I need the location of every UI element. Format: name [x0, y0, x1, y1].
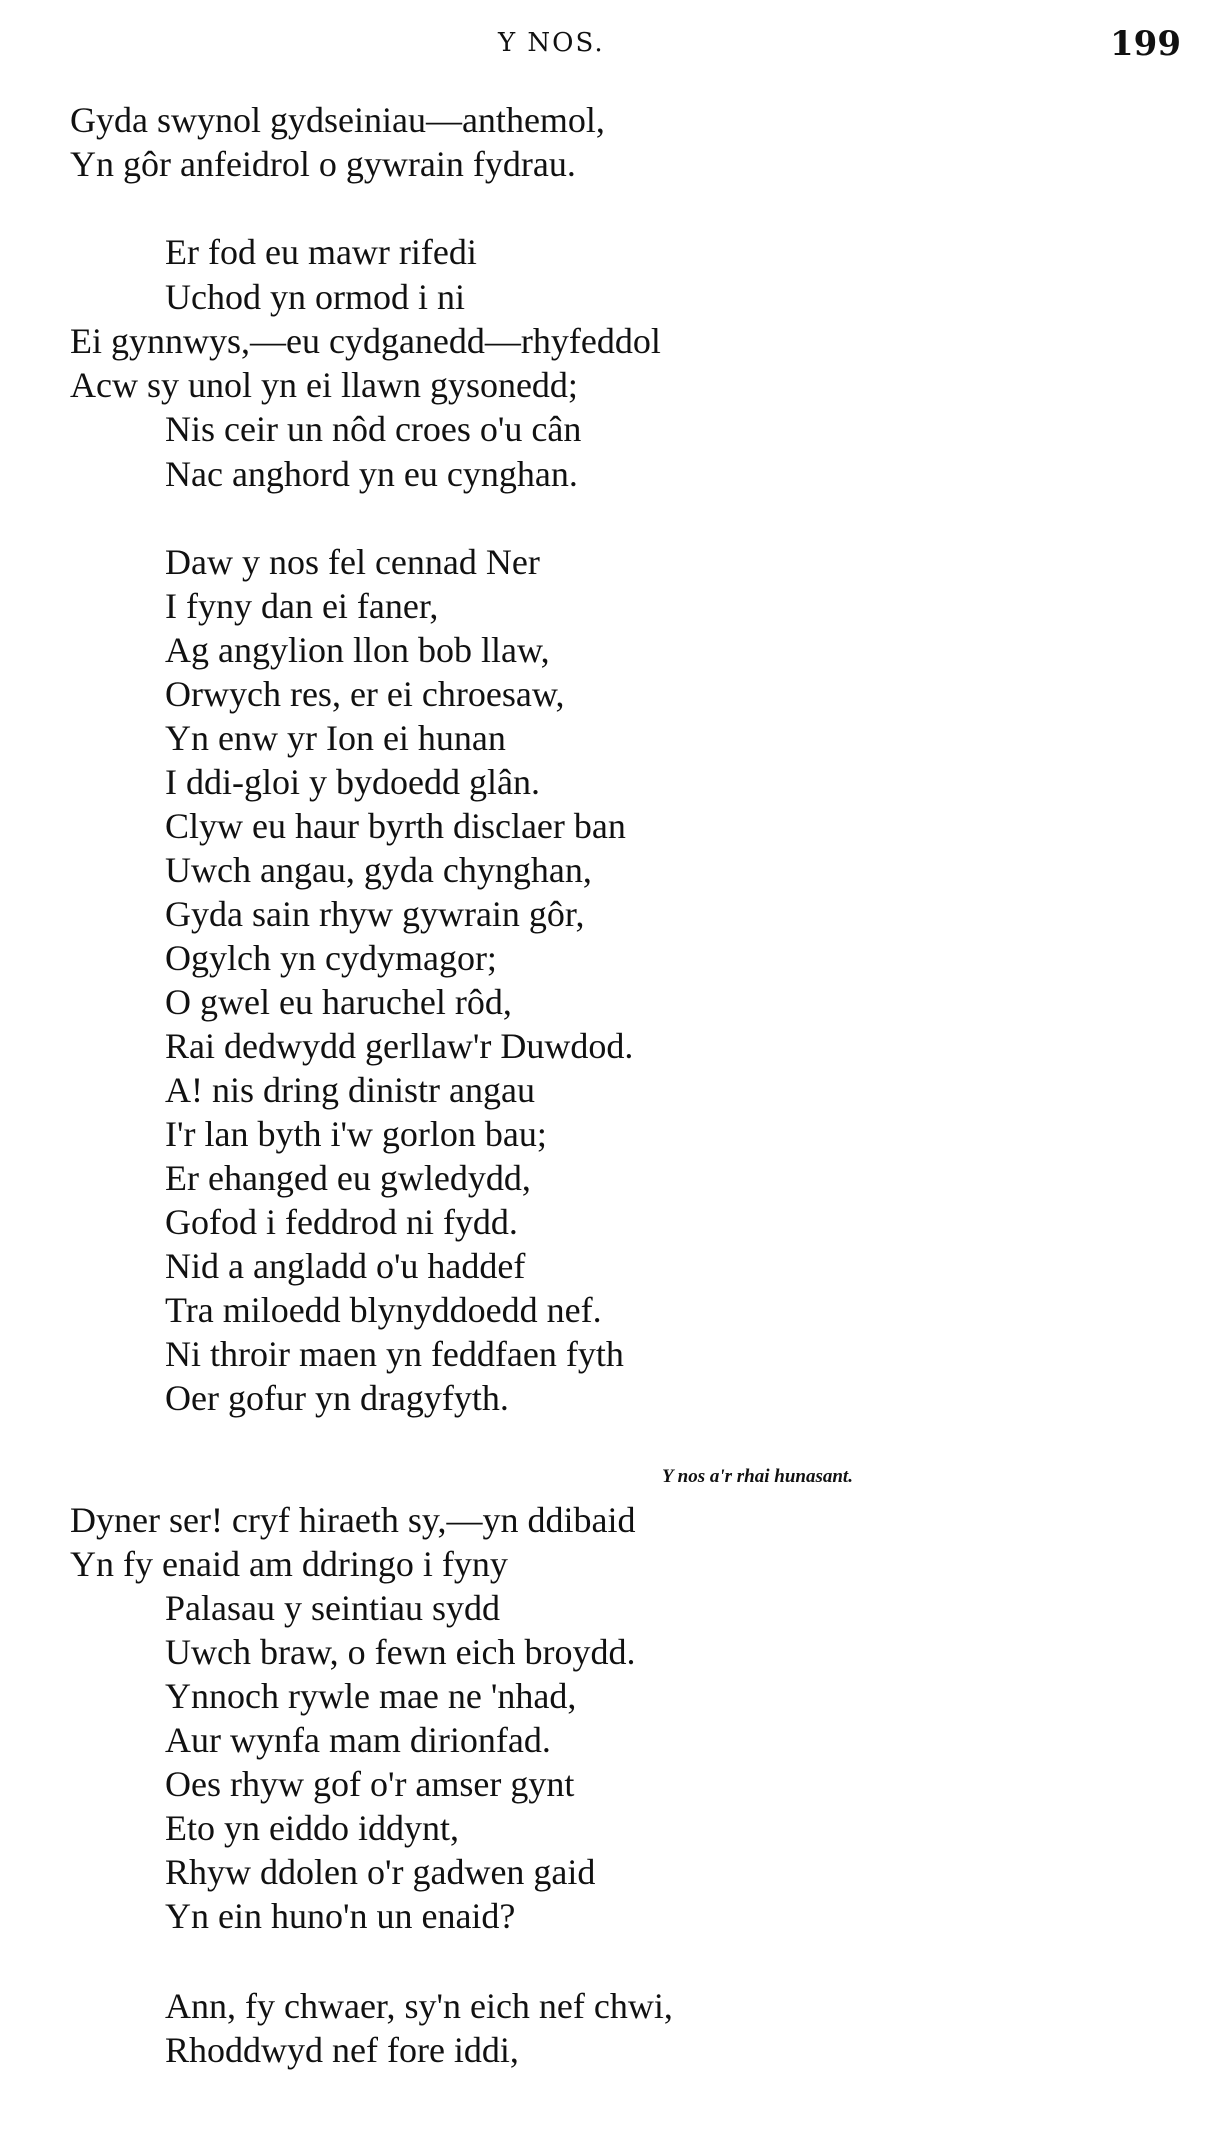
- poem-line: Daw y nos fel cennad Ner: [165, 542, 540, 582]
- poem-line: Yn gôr anfeidrol o gywrain fydrau.: [70, 144, 576, 184]
- poem-line: Rhyw ddolen o'r gadwen gaid: [165, 1852, 596, 1892]
- poem-line: Ogylch yn cydymagor;: [165, 938, 497, 978]
- poem-line: Ag angylion llon bob llaw,: [165, 630, 550, 670]
- poem-line: I'r lan byth i'w gorlon bau;: [165, 1114, 547, 1154]
- poem-line: Nac anghord yn eu cynghan.: [165, 454, 578, 494]
- poem-line: Orwych res, er ei chroesaw,: [165, 674, 565, 714]
- poem-line: Oer gofur yn dragyfyth.: [165, 1378, 509, 1418]
- poem-line: Yn ein huno'n un enaid?: [165, 1896, 516, 1936]
- poem-line: Tra miloedd blynyddoedd nef.: [165, 1290, 602, 1330]
- poem-line: Dyner ser! cryf hiraeth sy,—yn ddibaid: [70, 1500, 636, 1540]
- poem-line: Acw sy unol yn ei llawn gysonedd;: [70, 365, 578, 405]
- poem-line: Aur wynfa mam dirionfad.: [165, 1720, 551, 1760]
- poem-line: I ddi-gloi y bydoedd glân.: [165, 762, 540, 802]
- poem-line: O gwel eu haruchel rôd,: [165, 982, 512, 1022]
- running-head: [0, 24, 1211, 68]
- running-title: Y NOS.: [498, 28, 605, 58]
- poem-line: Palasau y seintiau sydd: [165, 1588, 500, 1628]
- poem-line: Uwch braw, o fewn eich broydd.: [165, 1632, 636, 1672]
- poem-line: Ni throir maen yn feddfaen fyth: [165, 1334, 624, 1374]
- poem-line: Nid a angladd o'u haddef: [165, 1246, 526, 1286]
- poem-line: Uwch angau, gyda chynghan,: [165, 850, 592, 890]
- page-number: 199: [1110, 24, 1181, 64]
- marginal-note: Y nos a'r rhai hunasant.: [662, 1466, 853, 1487]
- poem-line: Yn fy enaid am ddringo i fyny: [70, 1544, 508, 1584]
- poem-line: Gofod i feddrod ni fydd.: [165, 1202, 518, 1242]
- poem-line: A! nis dring dinistr angau: [165, 1070, 535, 1110]
- poem-line: Uchod yn ormod i ni: [165, 277, 465, 317]
- poem-line: Er ehanged eu gwledydd,: [165, 1158, 531, 1198]
- poem-line: Ynnoch rywle mae ne 'nhad,: [165, 1676, 577, 1716]
- poem-line: I fyny dan ei faner,: [165, 586, 439, 626]
- poem-line: Yn enw yr Ion ei hunan: [165, 718, 506, 758]
- poem-line: Oes rhyw gof o'r amser gynt: [165, 1764, 575, 1804]
- poem-line: Gyda swynol gydseiniau—anthemol,: [70, 100, 605, 140]
- poem-line: Clyw eu haur byrth disclaer ban: [165, 806, 626, 846]
- poem-line: Rhoddwyd nef fore iddi,: [165, 2030, 519, 2070]
- poem-line: Rai dedwydd gerllaw'r Duwdod.: [165, 1026, 634, 1066]
- poem-line: Nis ceir un nôd croes o'u cân: [165, 409, 582, 449]
- poem-line: Gyda sain rhyw gywrain gôr,: [165, 894, 585, 934]
- poem-line: Eto yn eiddo iddynt,: [165, 1808, 459, 1848]
- poem-line: Ei gynnwys,—eu cydganedd—rhyfeddol: [70, 321, 661, 361]
- poem-line: Er fod eu mawr rifedi: [165, 232, 477, 272]
- poem-line: Ann, fy chwaer, sy'n eich nef chwi,: [165, 1986, 673, 2026]
